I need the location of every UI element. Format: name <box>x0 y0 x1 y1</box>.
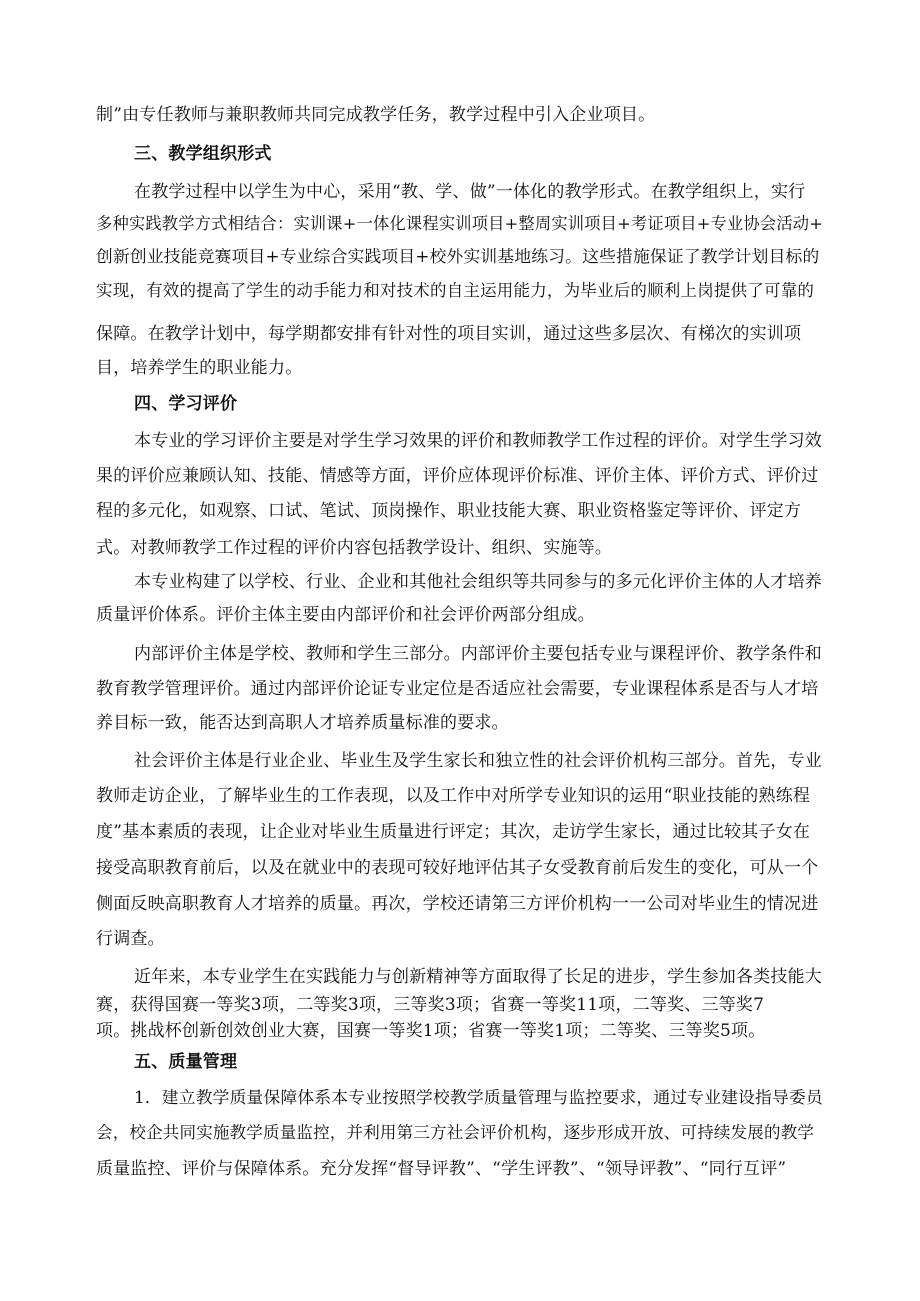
body-line: 创新创业技能竞赛项目+专业综合实践项目+校外实训基地练习。这些措施保证了教学计划目标的 <box>96 246 820 266</box>
body-line: 度”基本素质的表现，让企业对毕业生质量进行评定；其次，走访学生家长，通过比较其子女在 <box>96 822 811 842</box>
body-line: 教育教学管理评价。通过内部评价论证专业定位是否适应社会需要，专业课程体系是否与人才培 <box>96 679 819 699</box>
body-line: 式。对教师教学工作过程的评价内容包括教学设计、组织、实施等。 <box>96 538 612 558</box>
body-line: 保障。在教学计划中，每学期都安排有针对性的项目实训，通过这些多层次、有梯次的实训项 <box>96 324 802 344</box>
body-line: 质量评价体系。评价主体主要由内部评价和社会评价两部分组成。 <box>96 605 595 625</box>
body-line: 本专业构建了以学校、行业、企业和其他社会组织等共同参与的多元化评价主体的人才培养 <box>134 572 822 592</box>
body-line: 赛，获得国赛一等奖3项，二等奖3项，三等奖3项；省赛一等奖11项，二等奖、三等奖7 <box>96 995 765 1015</box>
body-line: 内部评价主体是学校、教师和学生三部分。内部评价主要包括专业与课程评价、教学条件和 <box>134 644 822 664</box>
section-heading: 三、教学组织形式 <box>134 144 272 164</box>
body-line: 接受高职教育前后，以及在就业中的表现可较好地评估其子女受教育前后发生的变化，可从一个 <box>96 858 819 878</box>
body-line: 在教学过程中以学生为中心，采用“教、学、做”一体化的教学形式。在教学组织上，实行 <box>134 182 806 202</box>
body-line: 养目标一致，能否达到高职人才培养质量标准的要求。 <box>96 713 509 733</box>
body-line: 侧面反映高职教育人才培养的质量。再次，学校还请第三方评价机构一一公司对毕业生的情况进 <box>96 894 819 914</box>
body-line: 近年来，本专业学生在实践能力与创新精神等方面取得了长足的进步，学生参加各类技能大 <box>134 967 822 987</box>
body-line: 行调查。 <box>96 929 165 949</box>
body-line: 程的多元化，如观察、口试、笔试、顶岗操作、职业技能大赛、职业资格鉴定等评价、评定方 <box>96 501 802 521</box>
body-line: 1．建立教学质量保障体系本专业按照学校教学质量管理与监控要求，通过专业建设指导委员 <box>134 1087 823 1107</box>
body-line: 目，培养学生的职业能力。 <box>96 358 303 378</box>
body-line: 实现，有效的提高了学生的动手能力和对技术的自主运用能力，为毕业后的顺利上岗提供了可靠的 <box>96 281 815 300</box>
body-line: 会，校企共同实施教学质量监控，并利用第三方社会评价机构，逐步形成开放、可持续发展的教学 <box>96 1123 815 1142</box>
body-line: 制”由专任教师与兼职教师共同完成教学任务，教学过程中引入企业项目。 <box>96 105 656 125</box>
body-line: 质量监控、评价与保障体系。充分发挥“督导评教”、“学生评教”、“领导评教”、“同行互评” <box>96 1159 787 1179</box>
body-line: 果的评价应兼顾认知、技能、情感等方面，评价应体现评价标准、评价主体、评价方式、评价过 <box>96 466 819 486</box>
body-line: 社会评价主体是行业企业、毕业生及学生家长和独立性的社会评价机构三部分。首先，专业 <box>134 751 822 771</box>
section-heading: 四、学习评价 <box>134 394 238 414</box>
body-line: 本专业的学习评价主要是对学生学习效果的评价和教师教学工作过程的评价。对学生学习效 <box>134 431 822 451</box>
body-line: 多种实践教学方式相结合：实训课+一体化课程实训项目+整周实训项目+考证项目+专业协会活动+ <box>96 214 824 233</box>
body-line: 项。挑战杯创新创效创业大赛，国赛一等奖1项；省赛一等奖1项；二等奖、三等奖5项。 <box>96 1021 766 1041</box>
section-heading: 五、质量管理 <box>134 1052 238 1072</box>
body-line: 教师走访企业，了解毕业生的工作表现，以及工作中对所学专业知识的运用“职业技能的熟练程 <box>96 786 811 806</box>
